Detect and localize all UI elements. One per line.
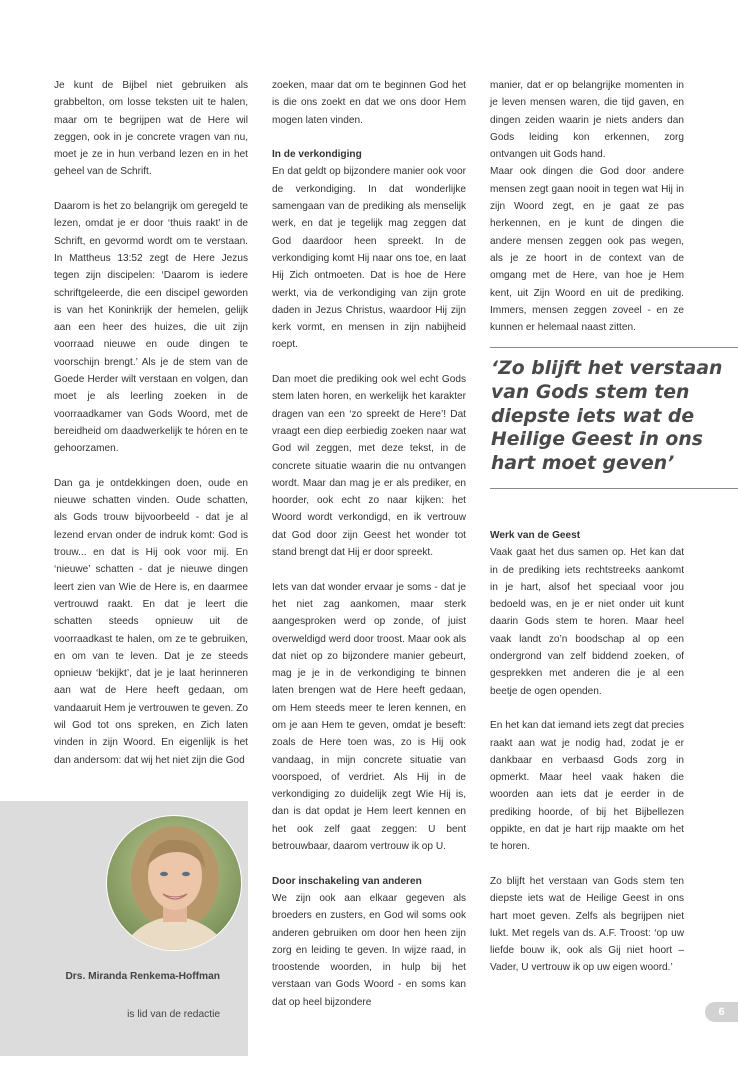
section-heading: Werk van de Geest xyxy=(490,530,581,541)
paragraph: Maar ook dingen die God door andere mensen zegt gaan nooit in tegen wat Hij in zijn Woord zegt, en je gaat ze pas herkennen, en je kunt de dingen die andere mensen zeggen ook pas wegen, als je ze hoort in de context van de omgang met de Here, van hoe je Hem kent, uit Zijn Woord en uit de prediking. Immers, mensen zeggen zoveel - en ze kunnen er helemaal naast zitten. xyxy=(490,166,684,334)
paragraph: Dan moet die prediking ook wel echt Gods stem laten horen, en werkelijk het karakter dragen van een ‘zo spreekt de Here’! Dat vraagt een diep eerbiedig zoeken naar wat God wil zeggen, met deze tekst, in de concrete situatie waarin die nu ontvangen wordt. Maar dan mag je er als prediker, en hoorder, ook echt zo naar kijken: het Woord wordt verkondigd, en ik vertrouw dat God door zijn Geest het wonder tot stand brengt dat Hij er door spreekt. xyxy=(272,374,466,559)
portrait-photo-icon xyxy=(107,816,241,950)
paragraph: En het kan dat iemand iets zegt dat precies raakt aan wat je nodig had, zodat je er dankbaar en verbaasd Gods zorg in opmerkt. Maar heel vaak haken die woorden aan iets dat je eerder in de prediking hoorde, of bij het Bijbellezen oppikte, en dat je hart rijp maakte om het te horen. xyxy=(490,720,684,853)
quote-bottom-rule xyxy=(490,488,738,489)
section-heading: Door inschakeling van anderen xyxy=(272,875,422,887)
author-role: is lid van de redactie xyxy=(127,1009,220,1020)
author-photo xyxy=(106,815,242,951)
paragraph: We zijn ook aan elkaar gegeven als broeders en zusters, en God wil soms ook anderen gebruiken om door hen heen zijn zorg en leiding te geven. In wijze raad, in troostende woorden, in hulp bij het verstaan van Gods Woord - en soms kan dat op heel bijzondere xyxy=(272,892,466,1008)
article-column-3 xyxy=(490,77,684,354)
article-column-1 xyxy=(54,77,248,786)
paragraph: Vaak gaat het dus samen op. Het kan dat in de prediking iets rechtstreeks aankomt in je hart, alsof het speciaal voor jou bedoeld was, en je er niet onder uit kunt daarin Gods stem te horen. Maar heel vaak landt zo’n boodschap al op een ondergrond van zelf biddend zoeken, of gesprekken met anderen die je al een beetje de ogen openden. xyxy=(490,547,684,697)
paragraph: En dat geldt op bijzondere manier ook voor de verkondiging. In dat wonderlijke samengaan van de prediking als menselijk werk, en dat je tegelijk mag zeggen dat God daardoor heen spreekt. In de verkondiging komt Hij naar ons toe, en laat Hij Zich ontmoeten. Dat is hoe de Here werkt, via de verkondiging van zijn grote daden in Jezus Christus, waardoor Hij zijn kerk vormt, en mensen in zijn nabijheid roept. xyxy=(272,166,466,351)
paragraph: Daarom is het zo belangrijk om geregeld te lezen, omdat je er door ‘thuis raakt’ in de Schrift, en gevormd wordt om te verstaan. In Mattheus 13:52 zegt de Here Jezus tegen zijn discipelen: ‘Daarom is iedere schriftgeleerde, die een discipel geworden is van het Koninkrijk der hemelen, gelijk aan een heer des huizes, die uit zijn voorraad nieuwe en oude dingen te voorschijn brengt.’ Als je de stem van de Goede Herder wilt verstaan en volgen, dan moet je als leerling zoeken in de voorraadkamer van Gods Woord, met de bereidheid om daadwerkelijk te hóren en te gehoorzamen. xyxy=(54,201,248,455)
author-name: Drs. Miranda Renkema-Hoffman xyxy=(65,971,220,982)
paragraph: manier, dat er op belangrijke momenten in je leven mensen waren, die tijd gaven, en dingen zeiden waarin je niets anders dan Gods leiding kon erkennen, zorg ontvangen uit Gods hand. xyxy=(490,80,684,161)
quote-top-rule xyxy=(490,347,738,348)
paragraph: Dan ga je ontdekkingen doen, oude en nieuwe schatten vinden. Oude schatten, als Gods trouw bijvoorbeeld - dat je al lezend ervan onder de indruk komt: God is trouw... en dat is Hij ook voor mij. En ‘nieuwe’ schatten - dat je nieuwe dingen leert zien van Wie de Here is, en daarmee vertrouwd raakt. En dat je leert die schatten steeds opnieuw uit de voorraadkast te halen, om ze te gebruiken, en om van te leven. Dat je ze steeds opnieuw ‘bekijkt’, dat je je laat herinneren aan wat de Here heeft gedaan, om vandaaruit Hem je vertrouwen te geven. Zo wil God tot ons spreken, en Zich laten vinden in zijn Woord. En eigenlijk is het dan andersom: dat wij het niet zijn die God xyxy=(54,477,248,766)
article-column-2 xyxy=(272,77,466,1028)
paragraph: zoeken, maar dat om te beginnen God het is die ons zoekt en dat we ons door Hem mogen laten vinden. xyxy=(272,80,466,126)
section-heading: In de verkondiging xyxy=(272,149,362,161)
paragraph: Je kunt de Bijbel niet gebruiken als grabbelton, om losse teksten uit te halen, maar om te begrijpen wat de Here wil zeggen, ook in je concrete vragen van nu, moet je ze in hun verband lezen en in het geheel van de Schrift. xyxy=(54,80,248,178)
page-number: 6 xyxy=(705,1002,738,1022)
pull-quote: ‘Zo blijft het verstaan van Gods stem ten diepste iets wat de Heilige Geest in ons hart moet geven’ xyxy=(491,358,723,475)
paragraph: Iets van dat wonder ervaar je soms - dat je het niet zag aankomen, maar sterk aangesproken werd op zonde, of juist overweldigd werd door troost. Maar ook als dat niet op zo bijzondere manier gebeurt, mag je je in de verkondiging te binnen laten brengen wat de Here heeft gedaan, om Hem steeds meer te leren kennen, en om je aan Hem te geven, omdat je beseft: zoals de Here toen was, zo is Hij ook vandaag, in mijn concrete situatie van voorspoed, of verdriet. Als Hij in de verkondiging zo duidelijk zegt Wie Hij is, dan is dat opdat je Hem leert kennen en het ook zelf gaat zeggen: U bent betrouwbaar, daarom vertrouw ik op U. xyxy=(272,581,466,853)
paragraph: Zo blijft het verstaan van Gods stem ten diepste iets wat de Heilige Geest in ons hart moet geven. Zelfs als begrijpen niet lukt. Met regels van ds. A.F. Troost: ‘op uw liefde bouw ik, ook als Gij niet hoort – Vader, U vertrouw ik op uw eigen woord.’ xyxy=(490,875,684,974)
article-column-3-continued xyxy=(490,527,684,994)
